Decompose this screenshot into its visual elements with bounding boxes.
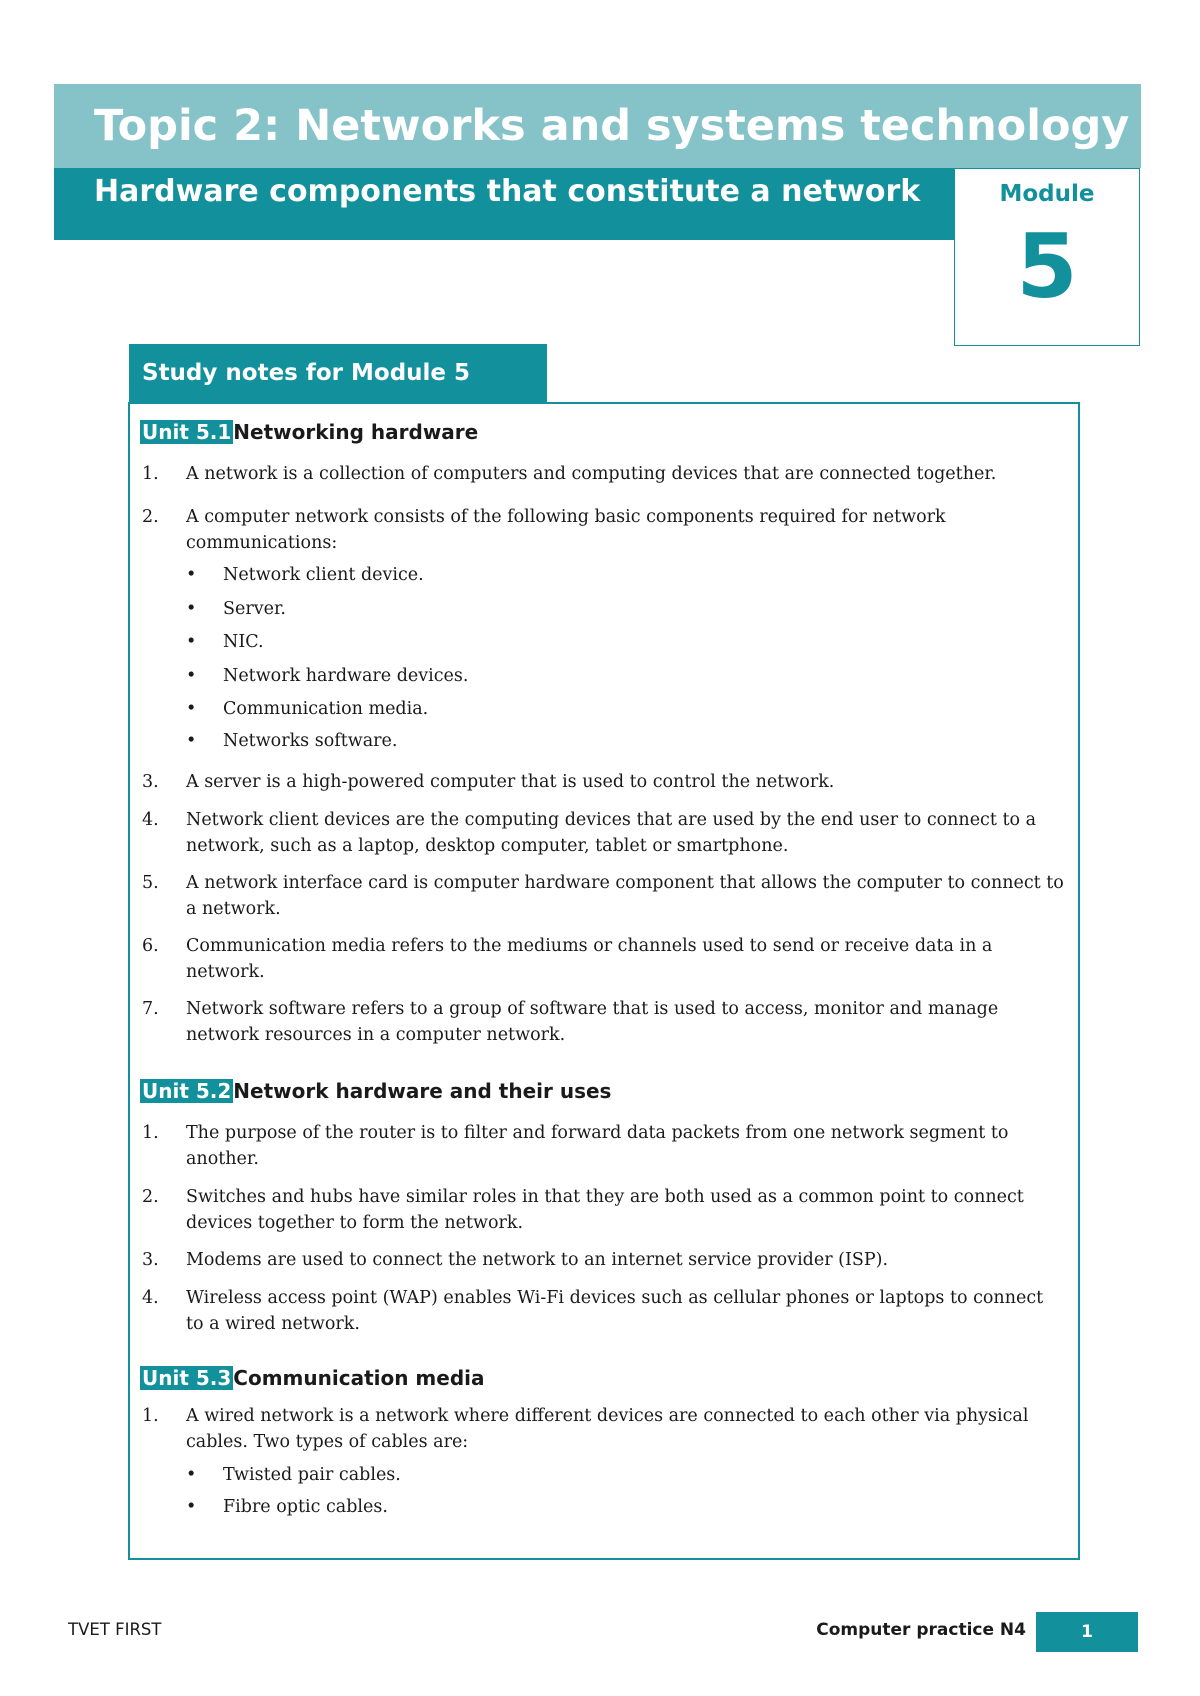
bullet-text: Communication media. [223,699,429,719]
bullet-text: NIC. [223,632,264,652]
item-text: Communication media refers to the mediums or channels used to send or receive data in a network. [186,936,993,982]
bullet-text: Network hardware devices. [223,666,469,686]
module-number: 5 [1016,215,1078,318]
bullet-text: Server. [223,599,286,619]
bullet-glyph: • [186,1497,197,1517]
item-text: Network software refers to a group of software that is used to access, monitor and manage network resources in a computer network. [186,999,999,1045]
bullet-text: Twisted pair cables. [223,1465,401,1485]
bullet-text: Network client device. [223,565,424,585]
item-number: 2. [142,1187,159,1207]
unit-title: Communication media [233,1366,485,1390]
bullet-glyph: • [186,565,197,585]
unit-heading [140,1364,485,1392]
item-number: 4. [142,810,159,830]
bullet-glyph: • [186,666,197,686]
unit-title: Network hardware and their uses [233,1079,612,1103]
bullet-glyph: • [186,699,197,719]
item-text: Wireless access point (WAP) enables Wi-Fi devices such as cellular phones or laptops to connect to a wired network. [186,1288,1044,1334]
bullet-glyph: • [186,1465,197,1485]
item-number: 2. [142,507,159,527]
bullet-glyph: • [186,599,197,619]
bullet-glyph: • [186,731,197,751]
item-text: A computer network consists of the following basic components required for network communications: [186,507,946,553]
item-number: 1. [142,1406,159,1426]
unit-title: Networking hardware [233,420,479,444]
item-text: Modems are used to connect the network to an internet service provider (ISP). [186,1250,889,1270]
footer-publisher: TVET FIRST [68,1620,162,1639]
subtitle: Hardware components that constitute a network [94,174,921,209]
topic-title: Topic 2: Networks and systems technology [94,101,1130,151]
item-text: Network client devices are the computing devices that are used by the end user to connect to a network, such as a laptop, desktop computer, tablet or smartphone. [186,810,1037,856]
unit-tag: Unit 5.2 [142,1079,232,1103]
item-number: 3. [142,1250,159,1270]
item-text: Switches and hubs have similar roles in that they are both used as a common point to connect devices together to form the network. [186,1187,1024,1233]
item-number: 4. [142,1288,159,1308]
item-number: 3. [142,772,159,792]
item-text: A network is a collection of computers and computing devices that are connected together. [186,464,997,484]
item-number: 1. [142,1123,159,1143]
study-notes-title: Study notes for Module 5 [142,360,471,386]
item-text: A server is a high-powered computer that is used to control the network. [186,772,835,792]
bullet-text: Networks software. [223,731,398,751]
unit-heading [140,1077,611,1105]
footer-course: Computer practice N4 [816,1620,1026,1640]
page-number: 1 [1081,1622,1093,1642]
item-text: The purpose of the router is to filter and forward data packets from one network segment to another. [186,1123,1009,1169]
unit-heading [140,418,478,446]
bullet-text: Fibre optic cables. [223,1497,388,1517]
bullet-glyph: • [186,632,197,652]
item-text: A wired network is a network where different devices are connected to each other via physical cables. Two types of cables are: [186,1406,1029,1452]
item-number: 1. [142,464,159,484]
module-box [954,168,1140,346]
item-number: 7. [142,999,159,1019]
item-number: 5. [142,873,159,893]
item-number: 6. [142,936,159,956]
module-label: Module [999,181,1095,207]
unit-tag: Unit 5.3 [142,1366,232,1390]
item-text: A network interface card is computer hardware component that allows the computer to connect to a network. [186,873,1064,919]
unit-tag: Unit 5.1 [142,420,232,444]
